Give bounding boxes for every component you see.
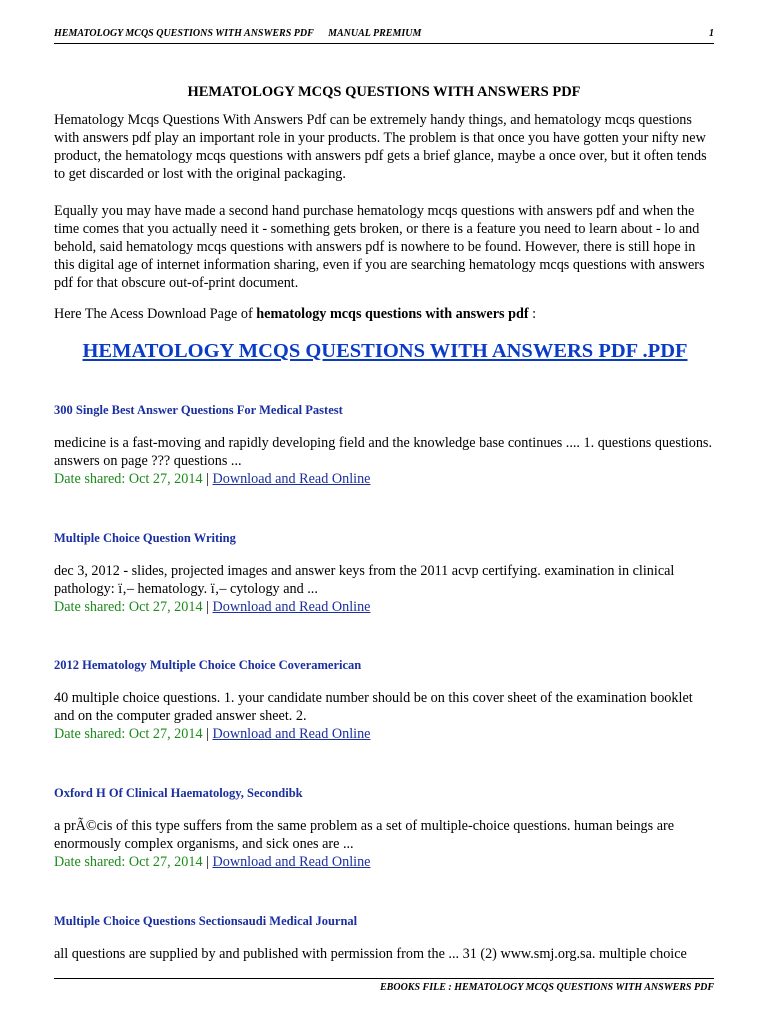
entry-description: medicine is a fast-moving and rapidly developing field and the knowledge base continues .... 1. questions questions. answers on page ??? questions ... [54, 435, 713, 469]
download-link[interactable]: Download and Read Online [212, 599, 371, 615]
page-footer: EBOOKS FILE : HEMATOLOGY MCQS QUESTIONS WITH ANSWERS PDF [54, 978, 714, 993]
entry-title[interactable]: 2012 Hematology Multiple Choice Choice Coveramerican [54, 658, 362, 672]
header-title: HEMATOLOGY MCQS QUESTIONS WITH ANSWERS PDF [54, 28, 314, 39]
intro-paragraph-2: Equally you may have made a second hand purchase hematology mcqs questions with answers pdf and when the time comes that you actually need it - something gets broken, or there is a feature you need to learn about - lo and behold, said hematology mcqs questions with answers pdf is nowhere to be found. However, there is still hope in this digital age of internet information sharing, even if you are searching hematology mcqs questions with answers pdf for that obscure out-of-print document. [54, 203, 705, 291]
entry-separator: | [202, 471, 213, 487]
main-download-link[interactable]: HEMATOLOGY MCQS QUESTIONS WITH ANSWERS PDF .PDF [82, 340, 688, 362]
download-link[interactable]: Download and Read Online [212, 726, 371, 742]
intro-paragraph-1: Hematology Mcqs Questions With Answers Pdf can be extremely handy things, and hematology mcqs questions with answers pdf play an important role in your products. The problem is that once you have gotten your nifty new product, the hematology mcqs questions with answers pdf gets a brief glance, maybe a once over, but it often tends to get discarded or lost with the original packaging. [54, 112, 707, 182]
entry-separator: | [202, 599, 213, 615]
entry-title[interactable]: Multiple Choice Questions Sectionsaudi Medical Journal [54, 914, 358, 928]
entry-date-line [54, 725, 716, 743]
list-item [54, 913, 716, 963]
entry-description: all questions are supplied by and published with permission from the ... 31 (2) www.smj.org.sa. multiple choice [54, 946, 687, 962]
document-title: HEMATOLOGY MCQS QUESTIONS WITH ANSWERS PDF [187, 84, 581, 100]
entry-date-line [54, 598, 716, 616]
header-left [54, 28, 421, 39]
page-number: 1 [709, 28, 714, 39]
entry-description: dec 3, 2012 - slides, projected images and answer keys from the 2011 acvp certifying. examination in clinical pathology: ï‚– hematology. ï‚– cytology and ... [54, 563, 675, 597]
entry-date: Date shared: Oct 27, 2014 [54, 471, 203, 487]
download-link[interactable]: Download and Read Online [212, 854, 371, 870]
page-header [54, 28, 714, 44]
list-item [54, 657, 716, 743]
access-line [54, 305, 716, 323]
entry-description: 40 multiple choice questions. 1. your candidate number should be on this cover sheet of the examination booklet and on the computer graded answer sheet. 2. [54, 690, 693, 724]
entry-separator: | [202, 854, 213, 870]
list-item [54, 530, 716, 616]
access-suffix: : [528, 306, 537, 322]
access-bold: hematology mcqs questions with answers pdf [256, 306, 529, 322]
entry-title[interactable]: Oxford H Of Clinical Haematology, Secondibk [54, 786, 303, 800]
access-prefix: Here The Acess Download Page of [54, 306, 257, 322]
entry-date-line [54, 470, 716, 488]
entry-date: Date shared: Oct 27, 2014 [54, 599, 203, 615]
entry-date-line [54, 853, 716, 871]
entry-date: Date shared: Oct 27, 2014 [54, 854, 203, 870]
download-link[interactable]: Download and Read Online [212, 471, 371, 487]
entry-description: a prÃ©cis of this type suffers from the same problem as a set of multiple-choice questions. human beings are enormously complex organisms, and sick ones are ... [54, 818, 675, 852]
entry-date: Date shared: Oct 27, 2014 [54, 726, 203, 742]
header-manual: MANUAL PREMIUM [328, 28, 422, 39]
entry-separator: | [202, 726, 213, 742]
list-item [54, 402, 716, 488]
list-item [54, 785, 716, 871]
entry-title[interactable]: 300 Single Best Answer Questions For Medical Pastest [54, 403, 343, 417]
entry-title[interactable]: Multiple Choice Question Writing [54, 531, 236, 545]
